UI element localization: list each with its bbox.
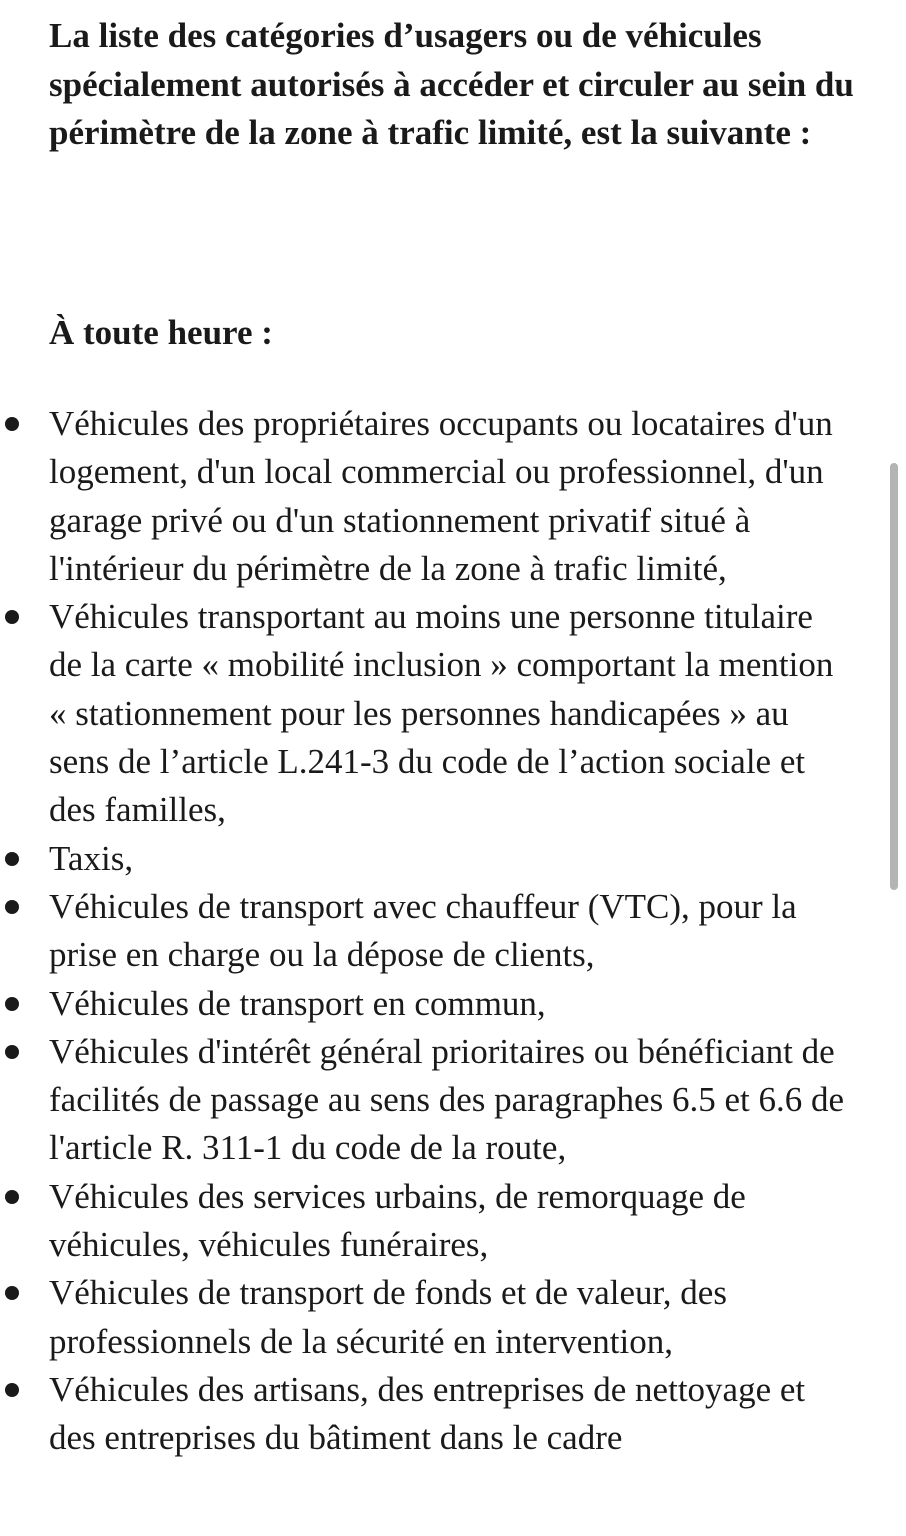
- list-item: [0, 400, 849, 593]
- list-item: [0, 1028, 849, 1173]
- bullet-icon: [5, 1190, 19, 1204]
- authorized-vehicles-list: [0, 400, 906, 1463]
- list-item-text: Véhicules d'intérêt général prioritaires ou bénéficiant de facilités de passage au sens des paragraphes 6.5 et 6.6 de l'article R. 311-1 du code de la route,: [49, 1031, 844, 1168]
- vertical-scrollbar[interactable]: [890, 463, 898, 890]
- list-item-text: Véhicules de transport en commun,: [49, 983, 546, 1023]
- list-item-text: Véhicules des artisans, des entreprises de nettoyage et des entreprises du bâtiment dans le cadre: [49, 1369, 806, 1458]
- list-item: [0, 1269, 849, 1366]
- bullet-icon: [5, 1286, 19, 1300]
- bullet-icon: [5, 852, 19, 866]
- bullet-icon: [5, 417, 19, 431]
- list-item-text: Véhicules des propriétaires occupants ou locataires d'un logement, d'un local commercial ou professionnel, d'un garage privé ou d'un stationnement privatif situé à l'intérieur du périmètre de la zone à trafic limité,: [49, 404, 833, 588]
- intro-paragraph: La liste des catégories d’usagers ou de véhicules spécialement autorisés à accéder et circuler au sein du périmètre de la zone à trafic limité, est la suivante :: [49, 16, 854, 152]
- bullet-icon: [5, 900, 19, 914]
- bullet-icon: [5, 997, 19, 1011]
- list-item: [0, 1173, 849, 1270]
- list-item: [0, 835, 849, 883]
- list-item-text: Véhicules transportant au moins une personne titulaire de la carte « mobilité inclusion » comportant la mention « stationnement pour les personnes handicapées » au sens de l’article L.241-3 du code de l’action sociale et des familles,: [49, 597, 834, 830]
- list-item: [0, 883, 849, 980]
- list-item: [0, 1366, 849, 1463]
- bullet-icon: [5, 1383, 19, 1397]
- bullet-icon: [5, 610, 19, 624]
- list-item-text: Véhicules des services urbains, de remorquage de véhicules, véhicules funéraires,: [49, 1176, 746, 1265]
- list-item-text: Véhicules de transport de fonds et de valeur, des professionnels de la sécurité en intervention,: [49, 1273, 727, 1361]
- bullet-icon: [5, 1045, 19, 1059]
- section-heading: À toute heure :: [49, 313, 273, 352]
- list-item: [0, 593, 849, 834]
- list-item-text: Taxis,: [49, 838, 134, 878]
- list-item-text: Véhicules de transport avec chauffeur (VTC), pour la prise en charge ou la dépose de clients,: [49, 886, 797, 975]
- list-item: [0, 980, 849, 1028]
